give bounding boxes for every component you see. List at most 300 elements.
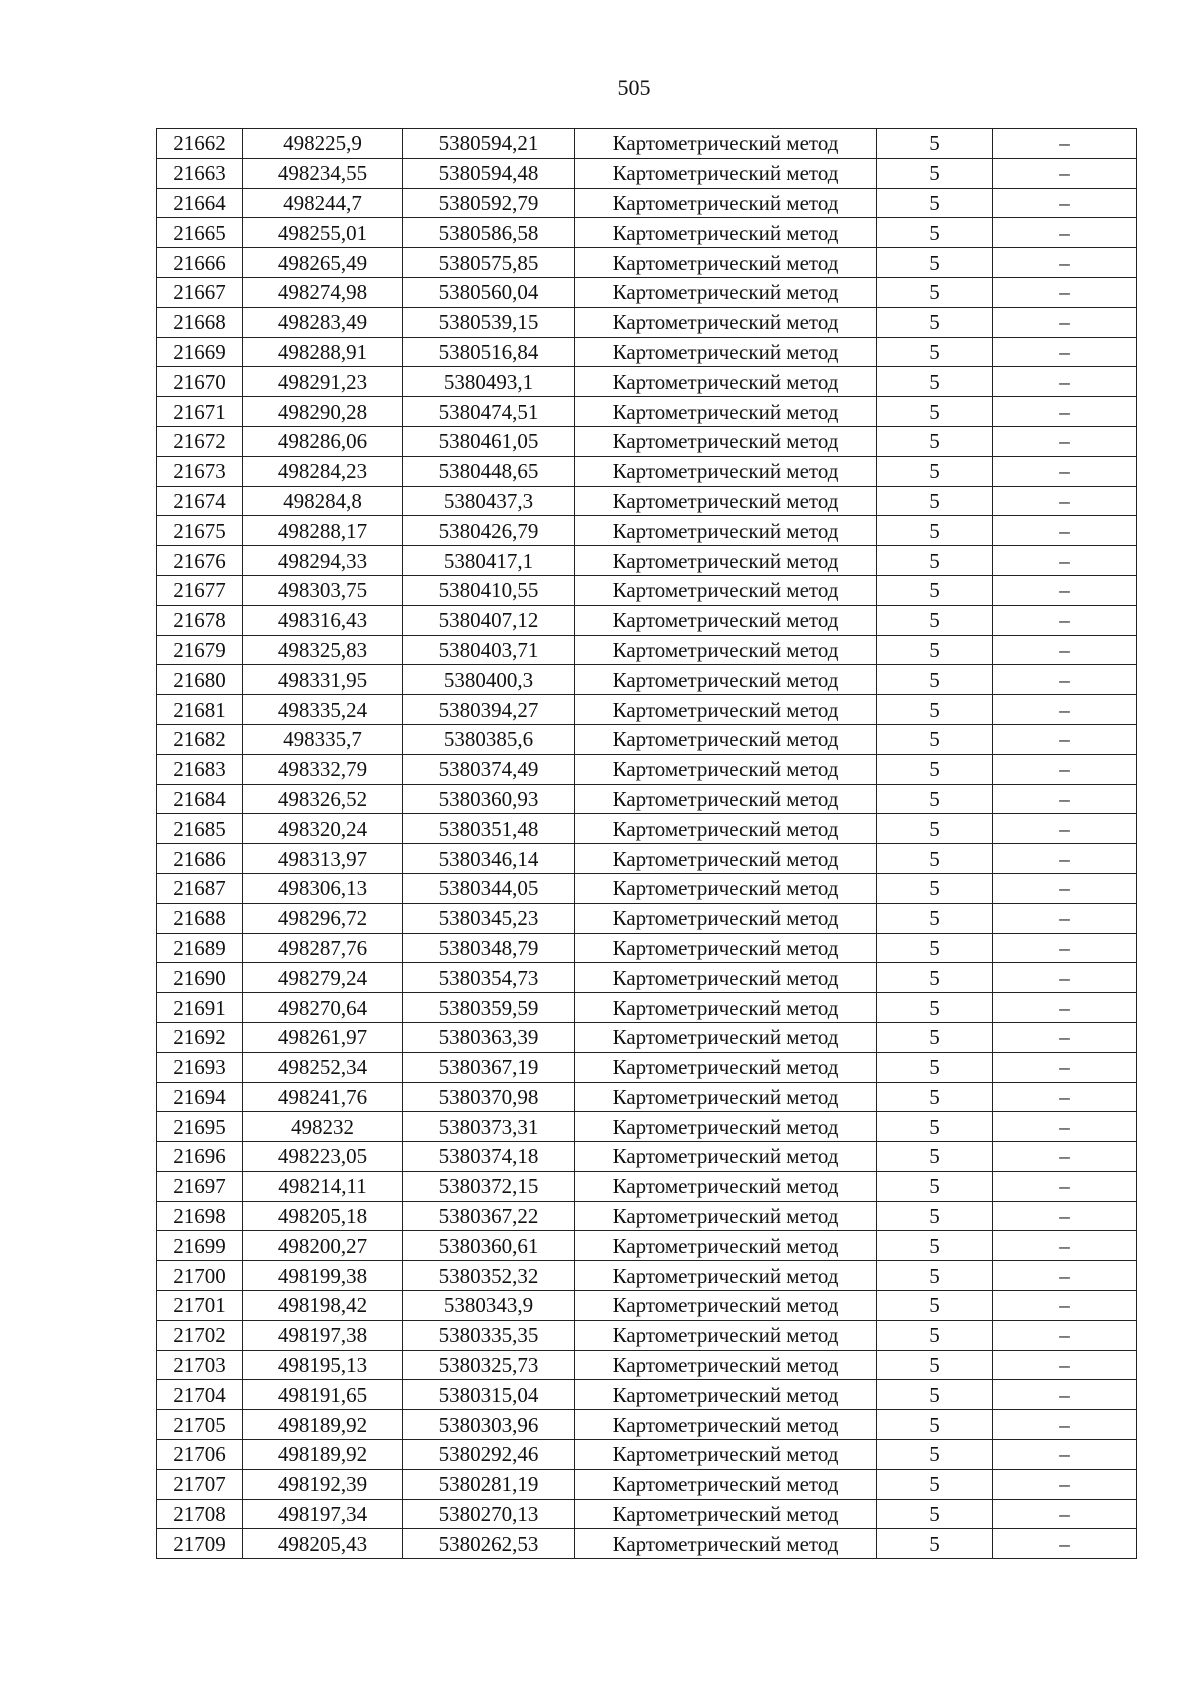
note-cell: – (993, 129, 1137, 159)
method-cell: Картометрический метод (575, 277, 877, 307)
table-row (157, 546, 1137, 576)
y-coordinate-cell: 5380325,73 (403, 1350, 575, 1380)
method-cell: Картометрический метод (575, 784, 877, 814)
note-cell: – (993, 456, 1137, 486)
x-coordinate-cell: 498291,23 (243, 367, 403, 397)
point-number-cell: 21674 (157, 486, 243, 516)
accuracy-cell: 5 (877, 1529, 993, 1559)
accuracy-cell: 5 (877, 754, 993, 784)
method-cell: Картометрический метод (575, 1142, 877, 1172)
y-coordinate-cell: 5380437,3 (403, 486, 575, 516)
x-coordinate-cell: 498332,79 (243, 754, 403, 784)
accuracy-cell: 5 (877, 1052, 993, 1082)
x-coordinate-cell: 498284,23 (243, 456, 403, 486)
method-cell: Картометрический метод (575, 397, 877, 427)
point-number-cell: 21696 (157, 1142, 243, 1172)
x-coordinate-cell: 498303,75 (243, 575, 403, 605)
table-row (157, 1320, 1137, 1350)
y-coordinate-cell: 5380360,93 (403, 784, 575, 814)
y-coordinate-cell: 5380345,23 (403, 903, 575, 933)
point-number-cell: 21695 (157, 1112, 243, 1142)
y-coordinate-cell: 5380560,04 (403, 277, 575, 307)
note-cell: – (993, 1022, 1137, 1052)
note-cell: – (993, 575, 1137, 605)
accuracy-cell: 5 (877, 963, 993, 993)
x-coordinate-cell: 498306,13 (243, 873, 403, 903)
method-cell: Картометрический метод (575, 754, 877, 784)
table-row (157, 933, 1137, 963)
method-cell: Картометрический метод (575, 307, 877, 337)
method-cell: Картометрический метод (575, 248, 877, 278)
accuracy-cell: 5 (877, 993, 993, 1023)
table-row (157, 397, 1137, 427)
note-cell: – (993, 486, 1137, 516)
point-number-cell: 21681 (157, 695, 243, 725)
point-number-cell: 21683 (157, 754, 243, 784)
method-cell: Картометрический метод (575, 1052, 877, 1082)
point-number-cell: 21666 (157, 248, 243, 278)
x-coordinate-cell: 498274,98 (243, 277, 403, 307)
accuracy-cell: 5 (877, 367, 993, 397)
y-coordinate-cell: 5380374,18 (403, 1142, 575, 1172)
note-cell: – (993, 1440, 1137, 1470)
point-number-cell: 21669 (157, 337, 243, 367)
method-cell: Картометрический метод (575, 1231, 877, 1261)
method-cell: Картометрический метод (575, 724, 877, 754)
table-row (157, 426, 1137, 456)
table-row (157, 844, 1137, 874)
x-coordinate-cell: 498284,8 (243, 486, 403, 516)
table-row (157, 129, 1137, 159)
table-row (157, 1261, 1137, 1291)
accuracy-cell: 5 (877, 1499, 993, 1529)
x-coordinate-cell: 498192,39 (243, 1469, 403, 1499)
method-cell: Картометрический метод (575, 575, 877, 605)
point-number-cell: 21671 (157, 397, 243, 427)
table-row (157, 516, 1137, 546)
accuracy-cell: 5 (877, 1022, 993, 1052)
accuracy-cell: 5 (877, 1142, 993, 1172)
y-coordinate-cell: 5380426,79 (403, 516, 575, 546)
table-row (157, 367, 1137, 397)
x-coordinate-cell: 498279,24 (243, 963, 403, 993)
point-number-cell: 21680 (157, 665, 243, 695)
note-cell: – (993, 1231, 1137, 1261)
point-number-cell: 21700 (157, 1261, 243, 1291)
x-coordinate-cell: 498283,49 (243, 307, 403, 337)
note-cell: – (993, 1529, 1137, 1559)
accuracy-cell: 5 (877, 605, 993, 635)
method-cell: Картометрический метод (575, 218, 877, 248)
x-coordinate-cell: 498335,7 (243, 724, 403, 754)
accuracy-cell: 5 (877, 486, 993, 516)
accuracy-cell: 5 (877, 129, 993, 159)
y-coordinate-cell: 5380351,48 (403, 814, 575, 844)
y-coordinate-cell: 5380594,21 (403, 129, 575, 159)
method-cell: Картометрический метод (575, 1380, 877, 1410)
y-coordinate-cell: 5380360,61 (403, 1231, 575, 1261)
method-cell: Картометрический метод (575, 1082, 877, 1112)
point-number-cell: 21663 (157, 158, 243, 188)
accuracy-cell: 5 (877, 575, 993, 605)
method-cell: Картометрический метод (575, 129, 877, 159)
table-row (157, 1410, 1137, 1440)
accuracy-cell: 5 (877, 1380, 993, 1410)
x-coordinate-cell: 498214,11 (243, 1171, 403, 1201)
method-cell: Картометрический метод (575, 1171, 877, 1201)
note-cell: – (993, 546, 1137, 576)
table-row (157, 486, 1137, 516)
x-coordinate-cell: 498223,05 (243, 1142, 403, 1172)
y-coordinate-cell: 5380516,84 (403, 337, 575, 367)
point-number-cell: 21676 (157, 546, 243, 576)
x-coordinate-cell: 498290,28 (243, 397, 403, 427)
method-cell: Картометрический метод (575, 844, 877, 874)
note-cell: – (993, 397, 1137, 427)
point-number-cell: 21684 (157, 784, 243, 814)
method-cell: Картометрический метод (575, 963, 877, 993)
note-cell: – (993, 605, 1137, 635)
note-cell: – (993, 754, 1137, 784)
coordinates-table (156, 128, 1137, 1559)
table-row (157, 1022, 1137, 1052)
method-cell: Картометрический метод (575, 1529, 877, 1559)
point-number-cell: 21707 (157, 1469, 243, 1499)
method-cell: Картометрический метод (575, 337, 877, 367)
table-row (157, 1499, 1137, 1529)
method-cell: Картометрический метод (575, 486, 877, 516)
x-coordinate-cell: 498189,92 (243, 1410, 403, 1440)
accuracy-cell: 5 (877, 1261, 993, 1291)
point-number-cell: 21704 (157, 1380, 243, 1410)
method-cell: Картометрический метод (575, 605, 877, 635)
accuracy-cell: 5 (877, 1291, 993, 1321)
method-cell: Картометрический метод (575, 426, 877, 456)
table-row (157, 1231, 1137, 1261)
y-coordinate-cell: 5380262,53 (403, 1529, 575, 1559)
x-coordinate-cell: 498232 (243, 1112, 403, 1142)
point-number-cell: 21693 (157, 1052, 243, 1082)
y-coordinate-cell: 5380493,1 (403, 367, 575, 397)
y-coordinate-cell: 5380410,55 (403, 575, 575, 605)
table-row (157, 1440, 1137, 1470)
accuracy-cell: 5 (877, 188, 993, 218)
x-coordinate-cell: 498255,01 (243, 218, 403, 248)
x-coordinate-cell: 498287,76 (243, 933, 403, 963)
note-cell: – (993, 1320, 1137, 1350)
x-coordinate-cell: 498288,91 (243, 337, 403, 367)
y-coordinate-cell: 5380372,15 (403, 1171, 575, 1201)
x-coordinate-cell: 498288,17 (243, 516, 403, 546)
table-row (157, 456, 1137, 486)
point-number-cell: 21675 (157, 516, 243, 546)
y-coordinate-cell: 5380385,6 (403, 724, 575, 754)
accuracy-cell: 5 (877, 873, 993, 903)
method-cell: Картометрический метод (575, 1291, 877, 1321)
point-number-cell: 21708 (157, 1499, 243, 1529)
accuracy-cell: 5 (877, 277, 993, 307)
x-coordinate-cell: 498325,83 (243, 635, 403, 665)
x-coordinate-cell: 498286,06 (243, 426, 403, 456)
y-coordinate-cell: 5380461,05 (403, 426, 575, 456)
note-cell: – (993, 933, 1137, 963)
y-coordinate-cell: 5380359,59 (403, 993, 575, 1023)
table-row (157, 873, 1137, 903)
note-cell: – (993, 1112, 1137, 1142)
table-row (157, 605, 1137, 635)
note-cell: – (993, 1380, 1137, 1410)
point-number-cell: 21703 (157, 1350, 243, 1380)
point-number-cell: 21679 (157, 635, 243, 665)
point-number-cell: 21670 (157, 367, 243, 397)
y-coordinate-cell: 5380403,71 (403, 635, 575, 665)
point-number-cell: 21689 (157, 933, 243, 963)
note-cell: – (993, 337, 1137, 367)
point-number-cell: 21692 (157, 1022, 243, 1052)
x-coordinate-cell: 498296,72 (243, 903, 403, 933)
method-cell: Картометрический метод (575, 546, 877, 576)
note-cell: – (993, 784, 1137, 814)
y-coordinate-cell: 5380539,15 (403, 307, 575, 337)
point-number-cell: 21691 (157, 993, 243, 1023)
table-row (157, 963, 1137, 993)
y-coordinate-cell: 5380367,22 (403, 1201, 575, 1231)
method-cell: Картометрический метод (575, 456, 877, 486)
table-row (157, 754, 1137, 784)
table-row (157, 1171, 1137, 1201)
note-cell: – (993, 516, 1137, 546)
y-coordinate-cell: 5380374,49 (403, 754, 575, 784)
accuracy-cell: 5 (877, 1082, 993, 1112)
x-coordinate-cell: 498197,34 (243, 1499, 403, 1529)
point-number-cell: 21672 (157, 426, 243, 456)
y-coordinate-cell: 5380270,13 (403, 1499, 575, 1529)
note-cell: – (993, 814, 1137, 844)
accuracy-cell: 5 (877, 1350, 993, 1380)
x-coordinate-cell: 498326,52 (243, 784, 403, 814)
accuracy-cell: 5 (877, 1410, 993, 1440)
point-number-cell: 21701 (157, 1291, 243, 1321)
y-coordinate-cell: 5380373,31 (403, 1112, 575, 1142)
point-number-cell: 21688 (157, 903, 243, 933)
x-coordinate-cell: 498320,24 (243, 814, 403, 844)
accuracy-cell: 5 (877, 307, 993, 337)
note-cell: – (993, 635, 1137, 665)
accuracy-cell: 5 (877, 814, 993, 844)
accuracy-cell: 5 (877, 218, 993, 248)
accuracy-cell: 5 (877, 724, 993, 754)
table-row (157, 665, 1137, 695)
y-coordinate-cell: 5380407,12 (403, 605, 575, 635)
note-cell: – (993, 1082, 1137, 1112)
point-number-cell: 21667 (157, 277, 243, 307)
method-cell: Картометрический метод (575, 1350, 877, 1380)
x-coordinate-cell: 498313,97 (243, 844, 403, 874)
method-cell: Картометрический метод (575, 1320, 877, 1350)
y-coordinate-cell: 5380315,04 (403, 1380, 575, 1410)
note-cell: – (993, 307, 1137, 337)
y-coordinate-cell: 5380575,85 (403, 248, 575, 278)
note-cell: – (993, 665, 1137, 695)
table-row (157, 1529, 1137, 1559)
accuracy-cell: 5 (877, 1171, 993, 1201)
x-coordinate-cell: 498205,43 (243, 1529, 403, 1559)
table-row (157, 1291, 1137, 1321)
y-coordinate-cell: 5380370,98 (403, 1082, 575, 1112)
y-coordinate-cell: 5380474,51 (403, 397, 575, 427)
x-coordinate-cell: 498199,38 (243, 1261, 403, 1291)
x-coordinate-cell: 498265,49 (243, 248, 403, 278)
y-coordinate-cell: 5380281,19 (403, 1469, 575, 1499)
table-row (157, 575, 1137, 605)
y-coordinate-cell: 5380448,65 (403, 456, 575, 486)
point-number-cell: 21665 (157, 218, 243, 248)
table-row (157, 724, 1137, 754)
y-coordinate-cell: 5380343,9 (403, 1291, 575, 1321)
accuracy-cell: 5 (877, 635, 993, 665)
note-cell: – (993, 277, 1137, 307)
note-cell: – (993, 188, 1137, 218)
note-cell: – (993, 903, 1137, 933)
method-cell: Картометрический метод (575, 1410, 877, 1440)
method-cell: Картометрический метод (575, 1469, 877, 1499)
y-coordinate-cell: 5380354,73 (403, 963, 575, 993)
table-row (157, 158, 1137, 188)
y-coordinate-cell: 5380394,27 (403, 695, 575, 725)
accuracy-cell: 5 (877, 516, 993, 546)
accuracy-cell: 5 (877, 1440, 993, 1470)
x-coordinate-cell: 498294,33 (243, 546, 403, 576)
accuracy-cell: 5 (877, 665, 993, 695)
point-number-cell: 21668 (157, 307, 243, 337)
method-cell: Картометрический метод (575, 1022, 877, 1052)
x-coordinate-cell: 498195,13 (243, 1350, 403, 1380)
x-coordinate-cell: 498205,18 (243, 1201, 403, 1231)
point-number-cell: 21706 (157, 1440, 243, 1470)
method-cell: Картометрический метод (575, 635, 877, 665)
table-row (157, 277, 1137, 307)
note-cell: – (993, 1469, 1137, 1499)
method-cell: Картометрический метод (575, 814, 877, 844)
accuracy-cell: 5 (877, 1469, 993, 1499)
table-row (157, 1052, 1137, 1082)
table-row (157, 1082, 1137, 1112)
note-cell: – (993, 1142, 1137, 1172)
y-coordinate-cell: 5380292,46 (403, 1440, 575, 1470)
method-cell: Картометрический метод (575, 933, 877, 963)
note-cell: – (993, 1171, 1137, 1201)
table-row (157, 814, 1137, 844)
point-number-cell: 21678 (157, 605, 243, 635)
table-row (157, 903, 1137, 933)
table-row (157, 1142, 1137, 1172)
accuracy-cell: 5 (877, 426, 993, 456)
table-row (157, 248, 1137, 278)
note-cell: – (993, 1291, 1137, 1321)
table-row (157, 337, 1137, 367)
point-number-cell: 21677 (157, 575, 243, 605)
x-coordinate-cell: 498191,65 (243, 1380, 403, 1410)
x-coordinate-cell: 498234,55 (243, 158, 403, 188)
accuracy-cell: 5 (877, 546, 993, 576)
note-cell: – (993, 1410, 1137, 1440)
method-cell: Картометрический метод (575, 1201, 877, 1231)
x-coordinate-cell: 498225,9 (243, 129, 403, 159)
point-number-cell: 21705 (157, 1410, 243, 1440)
note-cell: – (993, 873, 1137, 903)
accuracy-cell: 5 (877, 903, 993, 933)
note-cell: – (993, 367, 1137, 397)
note-cell: – (993, 993, 1137, 1023)
table-row (157, 1112, 1137, 1142)
method-cell: Картометрический метод (575, 1499, 877, 1529)
x-coordinate-cell: 498197,38 (243, 1320, 403, 1350)
point-number-cell: 21698 (157, 1201, 243, 1231)
accuracy-cell: 5 (877, 695, 993, 725)
y-coordinate-cell: 5380586,58 (403, 218, 575, 248)
x-coordinate-cell: 498252,34 (243, 1052, 403, 1082)
note-cell: – (993, 426, 1137, 456)
accuracy-cell: 5 (877, 158, 993, 188)
method-cell: Картометрический метод (575, 1261, 877, 1291)
note-cell: – (993, 1052, 1137, 1082)
method-cell: Картометрический метод (575, 188, 877, 218)
table-row (157, 1201, 1137, 1231)
point-number-cell: 21682 (157, 724, 243, 754)
y-coordinate-cell: 5380367,19 (403, 1052, 575, 1082)
method-cell: Картометрический метод (575, 367, 877, 397)
point-number-cell: 21664 (157, 188, 243, 218)
note-cell: – (993, 724, 1137, 754)
accuracy-cell: 5 (877, 1231, 993, 1261)
table-row (157, 1469, 1137, 1499)
point-number-cell: 21699 (157, 1231, 243, 1261)
accuracy-cell: 5 (877, 844, 993, 874)
method-cell: Картометрический метод (575, 516, 877, 546)
point-number-cell: 21687 (157, 873, 243, 903)
method-cell: Картометрический метод (575, 695, 877, 725)
x-coordinate-cell: 498270,64 (243, 993, 403, 1023)
y-coordinate-cell: 5380303,96 (403, 1410, 575, 1440)
table-row (157, 188, 1137, 218)
y-coordinate-cell: 5380344,05 (403, 873, 575, 903)
y-coordinate-cell: 5380592,79 (403, 188, 575, 218)
y-coordinate-cell: 5380352,32 (403, 1261, 575, 1291)
table-row (157, 1380, 1137, 1410)
method-cell: Картометрический метод (575, 993, 877, 1023)
x-coordinate-cell: 498261,97 (243, 1022, 403, 1052)
note-cell: – (993, 844, 1137, 874)
note-cell: – (993, 1499, 1137, 1529)
method-cell: Картометрический метод (575, 665, 877, 695)
y-coordinate-cell: 5380594,48 (403, 158, 575, 188)
accuracy-cell: 5 (877, 397, 993, 427)
table-row (157, 635, 1137, 665)
note-cell: – (993, 218, 1137, 248)
x-coordinate-cell: 498200,27 (243, 1231, 403, 1261)
coordinates-table-body (157, 129, 1137, 1559)
accuracy-cell: 5 (877, 456, 993, 486)
x-coordinate-cell: 498189,92 (243, 1440, 403, 1470)
accuracy-cell: 5 (877, 1320, 993, 1350)
x-coordinate-cell: 498241,76 (243, 1082, 403, 1112)
accuracy-cell: 5 (877, 248, 993, 278)
note-cell: – (993, 1350, 1137, 1380)
accuracy-cell: 5 (877, 1201, 993, 1231)
y-coordinate-cell: 5380400,3 (403, 665, 575, 695)
point-number-cell: 21662 (157, 129, 243, 159)
note-cell: – (993, 963, 1137, 993)
